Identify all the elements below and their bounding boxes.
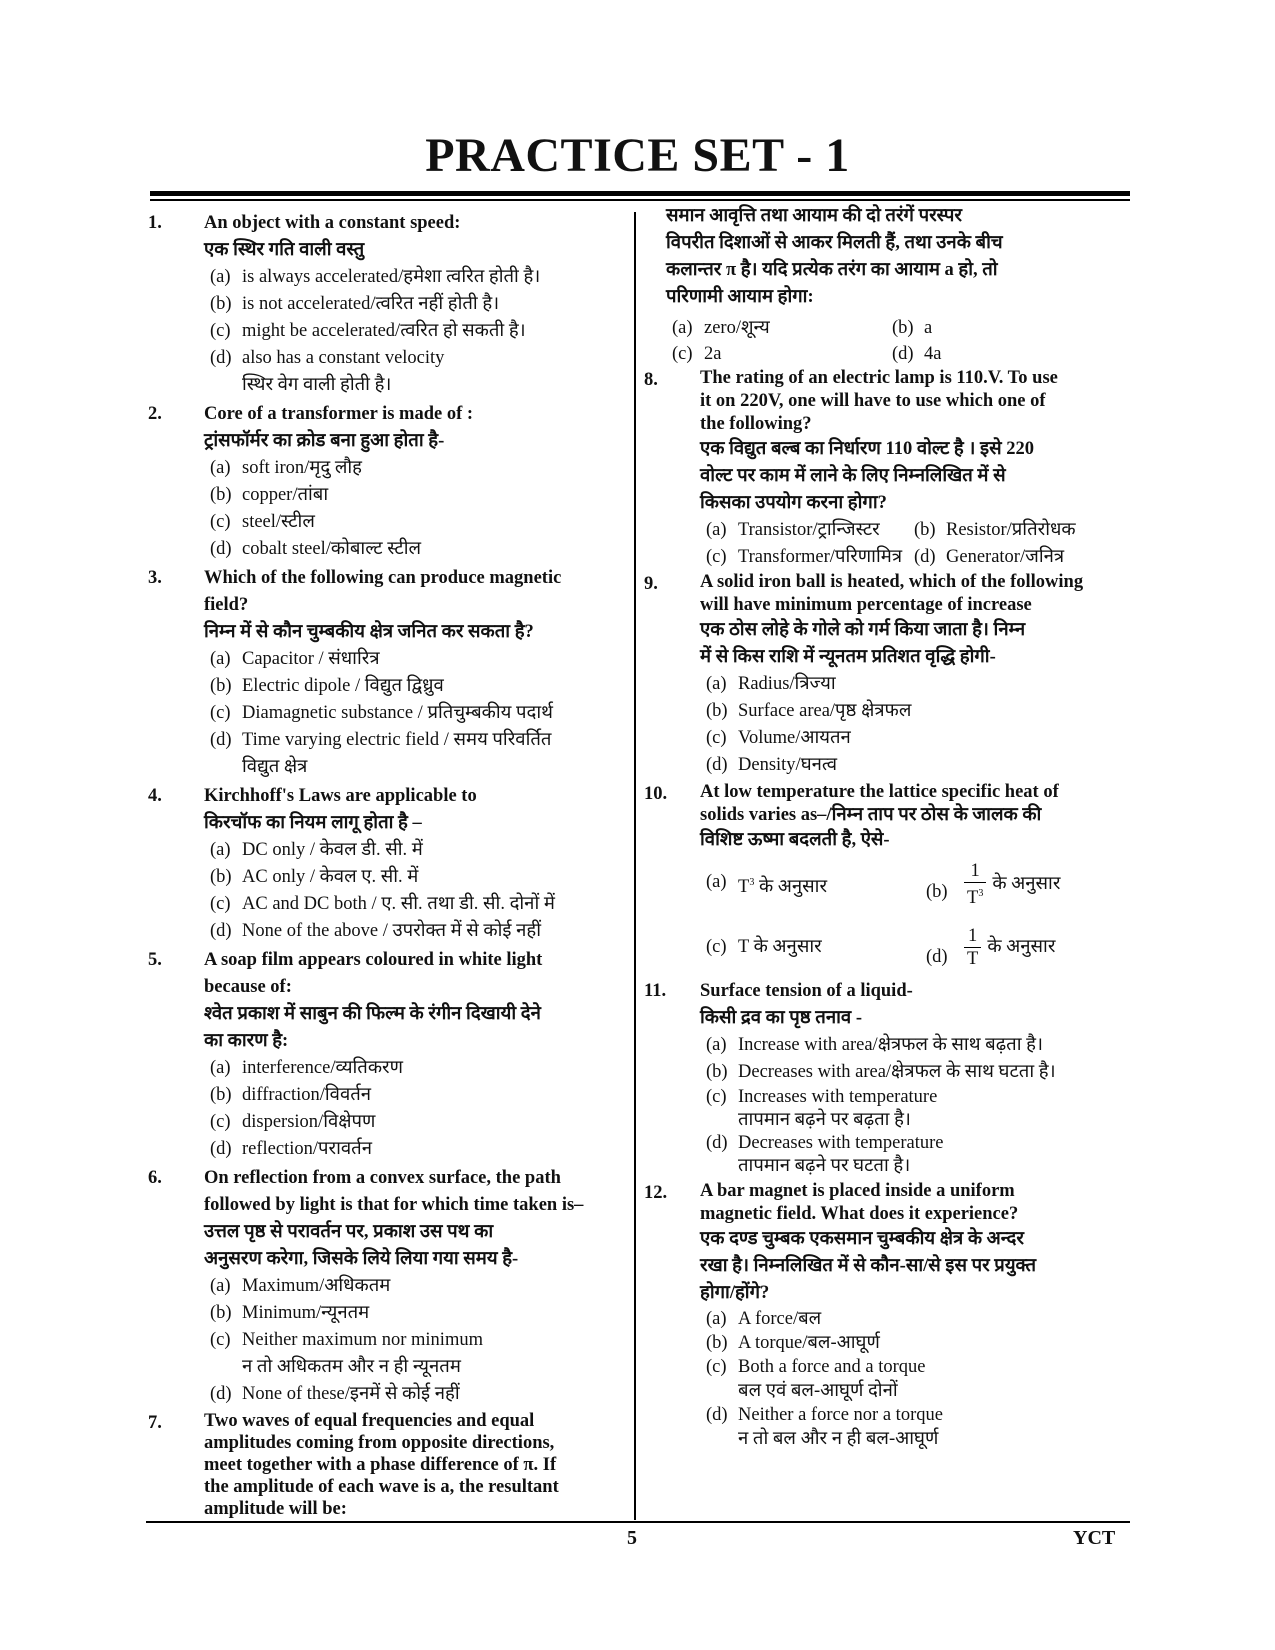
question-line: A soap film appears coloured in white light xyxy=(204,950,543,970)
question-number: 2. xyxy=(148,404,162,424)
options xyxy=(204,1055,626,1163)
exponent: 3 xyxy=(749,876,755,888)
question-text-hi: निम्न में से कौन चुम्बकीय क्षेत्र जनित कर सकता है? xyxy=(204,622,534,642)
option-letter: (d) xyxy=(210,348,232,368)
option-a xyxy=(706,869,926,901)
option-b xyxy=(914,517,1124,544)
question-line: वोल्ट पर काम में लाने के लिए निम्नलिखित में से xyxy=(700,466,1006,486)
question-2 xyxy=(148,401,626,563)
option-b xyxy=(706,698,1124,725)
option-b xyxy=(706,1331,1124,1355)
option-b xyxy=(210,291,626,318)
option-letter: (a) xyxy=(210,267,231,287)
symbol-t: T xyxy=(967,888,979,909)
option-letter: (d) xyxy=(706,1133,728,1153)
question-text-hi xyxy=(204,1219,626,1273)
question-text-en xyxy=(204,1165,626,1219)
question-number: 8. xyxy=(644,370,658,390)
option-c xyxy=(210,891,626,918)
option-letter: (b) xyxy=(892,318,914,338)
option-text: interference/व्यतिकरण xyxy=(242,1058,404,1078)
option-letter: (b) xyxy=(210,1085,232,1105)
option-text-hi: न तो अधिकतम और न ही न्यूनतम xyxy=(242,1357,461,1377)
question-text-en xyxy=(204,565,626,619)
question-line: The rating of an electric lamp is 110.V. To use xyxy=(700,368,1058,388)
option-b xyxy=(210,864,626,891)
question-4 xyxy=(148,783,626,945)
denominator: T xyxy=(967,948,979,969)
option-text: zero/शून्य xyxy=(704,318,770,338)
question-line: solids varies as–/निम्न ताप पर ठोस के जालक की xyxy=(700,805,1042,825)
option-letter: (d) xyxy=(706,1405,728,1425)
option-text: A torque/बल-आघूर्ण xyxy=(738,1333,880,1353)
option-letter: (a) xyxy=(672,318,693,338)
numerator: 1 xyxy=(964,925,981,948)
option-letter: (d) xyxy=(892,344,914,364)
page-title: PRACTICE SET - 1 xyxy=(425,129,850,182)
numerator: 1 xyxy=(964,860,986,883)
option-c xyxy=(706,1086,1124,1132)
fraction xyxy=(964,925,981,970)
option-letter: (d) xyxy=(210,1139,232,1159)
footer-rule xyxy=(146,1521,1130,1523)
options xyxy=(204,455,626,563)
option-d xyxy=(210,918,626,945)
question-number: 6. xyxy=(148,1168,162,1188)
question-10 xyxy=(644,781,1124,978)
option-text: None of these/इनमें से कोई नहीं xyxy=(242,1384,460,1404)
option-text: might be accelerated/त्वरित हो सकती है। xyxy=(242,321,526,341)
option-b xyxy=(892,315,1124,341)
option-letter: (c) xyxy=(706,936,727,957)
denominator xyxy=(964,883,986,909)
question-line: समान आवृत्ति तथा आयाम की दो तरंगें परस्पर xyxy=(666,206,962,226)
option-c xyxy=(210,318,626,345)
option-text: a xyxy=(924,318,933,338)
option-text: soft iron/मृदु लौह xyxy=(242,458,362,478)
column-divider xyxy=(634,212,636,1520)
option-letter: (a) xyxy=(706,1035,727,1055)
symbol-t: T xyxy=(738,936,749,957)
option-letter: (b) xyxy=(210,867,232,887)
question-1 xyxy=(148,210,626,399)
option-letter: (c) xyxy=(210,1330,231,1350)
right-column xyxy=(644,203,1124,1453)
question-line: meet together with a phase difference of π. If xyxy=(204,1455,557,1475)
question-text-en: Kirchhoff's Laws are applicable to xyxy=(204,786,477,806)
option-letter: (c) xyxy=(210,703,231,723)
question-line: the amplitude of each wave is a, the resultant xyxy=(204,1477,559,1497)
question-number: 1. xyxy=(148,213,162,233)
brand-mark: YCT xyxy=(1073,1527,1116,1549)
question-line: amplitudes coming from opposite directions, xyxy=(204,1433,555,1453)
option-letter: (d) xyxy=(210,921,232,941)
question-text-en xyxy=(700,781,1124,827)
options-row-1 xyxy=(700,854,1124,916)
question-line: because of: xyxy=(204,977,292,997)
option-letter: (a) xyxy=(210,840,231,860)
option-text: 4a xyxy=(924,344,942,364)
question-number: 3. xyxy=(148,568,162,588)
option-text: Transformer/परिणामित्र xyxy=(738,547,903,567)
option-letter: (d) xyxy=(210,539,232,559)
option-letter: (b) xyxy=(706,1062,728,1082)
page-number: 5 xyxy=(627,1527,637,1549)
option-text: Decreases with temperature xyxy=(738,1133,944,1153)
option-text: copper/तांबा xyxy=(242,485,329,505)
option-text: Volume/आयतन xyxy=(738,728,851,748)
question-line: उत्तल पृष्ठ से परावर्तन पर, प्रकाश उस पथ का xyxy=(204,1222,494,1242)
option-c xyxy=(706,725,1124,752)
option-letter: (c) xyxy=(210,894,231,914)
option-c xyxy=(210,1109,626,1136)
option-text: cobalt steel/कोबाल्ट स्टील xyxy=(242,539,422,559)
question-number: 10. xyxy=(644,784,668,804)
option-d xyxy=(706,1132,1124,1178)
question-text-hi: किरचॉफ का नियम लागू होता है – xyxy=(204,813,422,833)
question-line: will have minimum percentage of increase xyxy=(700,595,1032,615)
option-d xyxy=(210,536,626,563)
question-text-en: Core of a transformer is made of : xyxy=(204,404,474,424)
question-11 xyxy=(644,978,1124,1178)
option-text: steel/स्टील xyxy=(242,512,315,532)
options xyxy=(700,517,1124,571)
option-a xyxy=(706,517,914,544)
question-text-en xyxy=(700,1180,1124,1226)
option-text: Density/घनत्व xyxy=(738,755,838,775)
option-text: diffraction/विवर्तन xyxy=(242,1085,372,1105)
question-7 xyxy=(148,1410,626,1520)
option-d xyxy=(210,1136,626,1163)
option-letter: (d) xyxy=(914,547,936,567)
option-a xyxy=(210,1273,626,1300)
option-letter: (d) xyxy=(706,755,728,775)
option-letter: (c) xyxy=(706,1357,727,1377)
option-letter: (d) xyxy=(926,946,948,967)
options xyxy=(700,1307,1124,1451)
option-text: 2a xyxy=(704,344,722,364)
question-line: रखा है। निम्नलिखित में से कौन-सा/से इस पर प्रयुक्त xyxy=(700,1256,1037,1276)
question-7-continued xyxy=(644,203,1124,367)
option-letter: (b) xyxy=(914,520,936,540)
option-letter: (a) xyxy=(210,1058,231,1078)
options-row-2 xyxy=(700,916,1124,978)
option-text: Surface area/पृष्ठ क्षेत्रफल xyxy=(738,701,912,721)
question-number: 4. xyxy=(148,786,162,806)
option-text: Maximum/अधिकतम xyxy=(242,1276,391,1296)
option-letter: (b) xyxy=(706,701,728,721)
options xyxy=(700,1032,1124,1178)
option-text-hi: तापमान बढ़ने पर घटता है। xyxy=(738,1156,911,1176)
option-b xyxy=(210,1082,626,1109)
left-column xyxy=(148,210,626,1520)
option-letter: (b) xyxy=(210,1303,232,1323)
question-line: एक दण्ड चुम्बक एकसमान चुम्बकीय क्षेत्र के अन्दर xyxy=(700,1229,1024,1249)
question-line: होगा/होंगे? xyxy=(700,1283,770,1303)
option-text-hi: स्थिर वेग वाली होती है। xyxy=(242,375,392,395)
option-text-hi: तापमान बढ़ने पर बढ़ता है। xyxy=(738,1110,911,1130)
question-line: का कारण है: xyxy=(204,1031,289,1051)
question-line: it on 220V, one will have to use which one of xyxy=(700,391,1046,411)
options xyxy=(204,264,626,399)
option-a xyxy=(210,455,626,482)
option-text-hi: बल एवं बल-आघूर्ण दोनों xyxy=(738,1381,898,1401)
option-d xyxy=(892,341,1124,367)
option-text: Decreases with area/क्षेत्रफल के साथ घटता है। xyxy=(738,1062,1056,1082)
option-text: Time varying electric field / समय परिवर्तित xyxy=(242,730,552,750)
option-d xyxy=(706,1403,1124,1451)
option-text: is always accelerated/हमेशा त्वरित होती है। xyxy=(242,267,541,287)
option-text: A force/बल xyxy=(738,1309,822,1329)
question-number: 5. xyxy=(148,950,162,970)
option-text: DC only / केवल डी. सी. में xyxy=(242,840,423,860)
question-line: A solid iron ball is heated, which of the following xyxy=(700,572,1084,592)
option-b xyxy=(926,860,1124,909)
options xyxy=(666,315,1124,367)
option-text: Resistor/प्रतिरोधक xyxy=(946,520,1076,540)
question-text-en: An object with a constant speed: xyxy=(204,213,461,233)
question-line: में से किस राशि में न्यूनतम प्रतिशत वृद्धि होगी- xyxy=(700,647,996,667)
option-letter: (a) xyxy=(706,871,727,892)
options xyxy=(700,671,1124,779)
question-5 xyxy=(148,947,626,1163)
option-text: Minimum/न्यूनतम xyxy=(242,1303,370,1323)
question-text-hi: किसी द्रव का पृष्ठ तनाव - xyxy=(700,1008,862,1028)
option-letter: (b) xyxy=(926,882,948,903)
option-text: Radius/त्रिज्या xyxy=(738,674,836,694)
option-a xyxy=(210,1055,626,1082)
question-line: परिणामी आयाम होगा: xyxy=(666,287,814,307)
question-line: At low temperature the lattice specific heat of xyxy=(700,782,1059,802)
option-text: Both a force and a torque xyxy=(738,1357,926,1377)
option-text: also has a constant velocity xyxy=(242,348,445,368)
option-b xyxy=(210,673,626,700)
option-text: dispersion/विक्षेपण xyxy=(242,1112,376,1132)
option-letter: (a) xyxy=(706,520,727,540)
question-text-hi: विशिष्ट ऊष्मा बदलती है, ऐसे- xyxy=(700,830,890,850)
question-text-hi xyxy=(666,203,1124,311)
question-text-hi xyxy=(700,1226,1124,1307)
question-3 xyxy=(148,565,626,781)
question-line: amplitude will be: xyxy=(204,1499,347,1519)
option-letter: (c) xyxy=(706,728,727,748)
option-text: Capacitor / संधारित्र xyxy=(242,649,380,669)
question-text-en xyxy=(204,947,626,1001)
question-line: Which of the following can produce magnetic xyxy=(204,568,562,588)
question-9 xyxy=(644,571,1124,779)
option-c xyxy=(706,934,926,961)
option-text: Neither a force nor a torque xyxy=(738,1405,943,1425)
option-letter: (a) xyxy=(210,1276,231,1296)
option-text: के अनुसार xyxy=(992,874,1061,895)
question-line: एक ठोस लोहे के गोले को गर्म किया जाता है। निम्न xyxy=(700,620,1026,640)
question-line: विपरीत दिशाओं से आकर मिलती हैं, तथा उनके बीच xyxy=(666,233,1003,253)
option-letter: (c) xyxy=(210,321,231,341)
option-a xyxy=(672,315,892,341)
option-letter: (a) xyxy=(210,458,231,478)
option-letter: (b) xyxy=(210,485,232,505)
question-line: कलान्तर π है। यदि प्रत्येक तरंग का आयाम a हो, तो xyxy=(666,260,998,280)
option-b xyxy=(210,482,626,509)
option-text: reflection/परावर्तन xyxy=(242,1139,372,1159)
option-text-hi: न तो बल और न ही बल-आघूर्ण xyxy=(738,1429,939,1449)
option-letter: (b) xyxy=(210,294,232,314)
option-letter: (d) xyxy=(210,1384,232,1404)
option-letter: (c) xyxy=(672,344,693,364)
option-text: Increase with area/क्षेत्रफल के साथ बढ़ता है। xyxy=(738,1035,1043,1055)
question-text-hi xyxy=(700,617,1124,671)
option-letter: (c) xyxy=(210,1112,231,1132)
option-d xyxy=(706,752,1124,779)
question-line: Two waves of equal frequencies and equal xyxy=(204,1411,535,1431)
option-c xyxy=(210,509,626,536)
option-letter: (b) xyxy=(706,1333,728,1353)
option-text: के अनुसार xyxy=(753,936,822,957)
option-b xyxy=(210,1300,626,1327)
question-text-hi xyxy=(204,1001,626,1055)
title-rule-thick xyxy=(150,191,1130,196)
option-c xyxy=(210,700,626,727)
option-text: Neither maximum nor minimum xyxy=(242,1330,483,1350)
option-text: Increases with temperature xyxy=(738,1087,938,1107)
option-text: Generator/जनित्र xyxy=(946,547,1065,567)
question-number: 12. xyxy=(644,1183,668,1203)
options xyxy=(204,1273,626,1408)
option-letter: (d) xyxy=(210,730,232,750)
option-d xyxy=(210,345,626,399)
question-line: field? xyxy=(204,595,249,615)
option-text: Transistor/ट्रान्जिस्टर xyxy=(738,520,880,540)
question-line: एक विद्युत बल्ब का निर्धारण 110 वोल्ट है । इसे 220 xyxy=(700,439,1034,459)
question-line: श्वेत प्रकाश में साबुन की फिल्म के रंगीन दिखायी देने xyxy=(204,1004,541,1024)
question-12 xyxy=(644,1180,1124,1451)
question-text-hi: एक स्थिर गति वाली वस्तु xyxy=(204,240,365,260)
option-text: के अनुसार xyxy=(758,877,828,898)
option-a xyxy=(706,671,1124,698)
question-line: the following? xyxy=(700,414,812,434)
option-text: के अनुसार xyxy=(987,936,1056,957)
option-text-cont: विद्युत क्षेत्र xyxy=(242,757,308,777)
option-d xyxy=(210,727,626,781)
option-text: Electric dipole / विद्युत द्विध्रुव xyxy=(242,676,444,696)
option-d xyxy=(914,544,1124,571)
option-text: is not accelerated/त्वरित नहीं होती है। xyxy=(242,294,500,314)
question-text-en xyxy=(700,367,1124,436)
question-line: किसका उपयोग करना होगा? xyxy=(700,493,887,513)
question-8 xyxy=(644,367,1124,571)
options xyxy=(204,646,626,781)
option-letter: (c) xyxy=(210,512,231,532)
option-d xyxy=(926,925,1124,970)
question-line: followed by light is that for which time taken is– xyxy=(204,1195,584,1215)
option-a xyxy=(210,646,626,673)
question-text-hi: ट्रांसफॉर्मर का क्रोड बना हुआ होता है- xyxy=(204,431,445,451)
option-letter: (a) xyxy=(706,1309,727,1329)
option-text: AC and DC both / ए. सी. तथा डी. सी. दोनों में xyxy=(242,894,555,914)
question-number: 11. xyxy=(644,981,667,1001)
question-line: magnetic field. What does it experience? xyxy=(700,1204,1019,1224)
option-b xyxy=(706,1059,1124,1086)
symbol-t: T xyxy=(738,877,750,898)
option-c xyxy=(706,544,914,571)
option-a xyxy=(210,264,626,291)
option-c xyxy=(210,1327,626,1381)
question-6 xyxy=(148,1165,626,1408)
option-letter: (c) xyxy=(706,1087,727,1107)
question-line: On reflection from a convex surface, the path xyxy=(204,1168,561,1188)
question-line: A bar magnet is placed inside a uniform xyxy=(700,1181,1015,1201)
exponent: 3 xyxy=(978,888,984,900)
option-letter: (b) xyxy=(210,676,232,696)
option-a xyxy=(706,1307,1124,1331)
option-a xyxy=(706,1032,1124,1059)
options xyxy=(204,837,626,945)
title-rule-thin xyxy=(150,199,1130,201)
option-c xyxy=(706,1355,1124,1403)
option-text: Diamagnetic substance / प्रतिचुम्बकीय पदार्थ xyxy=(242,703,553,723)
question-line: अनुसरण करेगा, जिसके लिये लिया गया समय है- xyxy=(204,1249,519,1269)
question-text-en: Surface tension of a liquid- xyxy=(700,981,913,1001)
option-text: None of the above / उपरोक्त में से कोई नहीं xyxy=(242,921,542,941)
option-letter: (c) xyxy=(706,547,727,567)
option-letter: (a) xyxy=(706,674,727,694)
question-number: 7. xyxy=(148,1413,162,1433)
question-text-en xyxy=(700,571,1124,617)
question-text-en xyxy=(204,1410,626,1520)
option-a xyxy=(210,837,626,864)
option-letter: (a) xyxy=(210,649,231,669)
option-c xyxy=(672,341,892,367)
option-d xyxy=(210,1381,626,1408)
question-text-hi xyxy=(700,436,1124,517)
fraction xyxy=(964,860,986,909)
question-number: 9. xyxy=(644,574,658,594)
option-text: AC only / केवल ए. सी. में xyxy=(242,867,419,887)
